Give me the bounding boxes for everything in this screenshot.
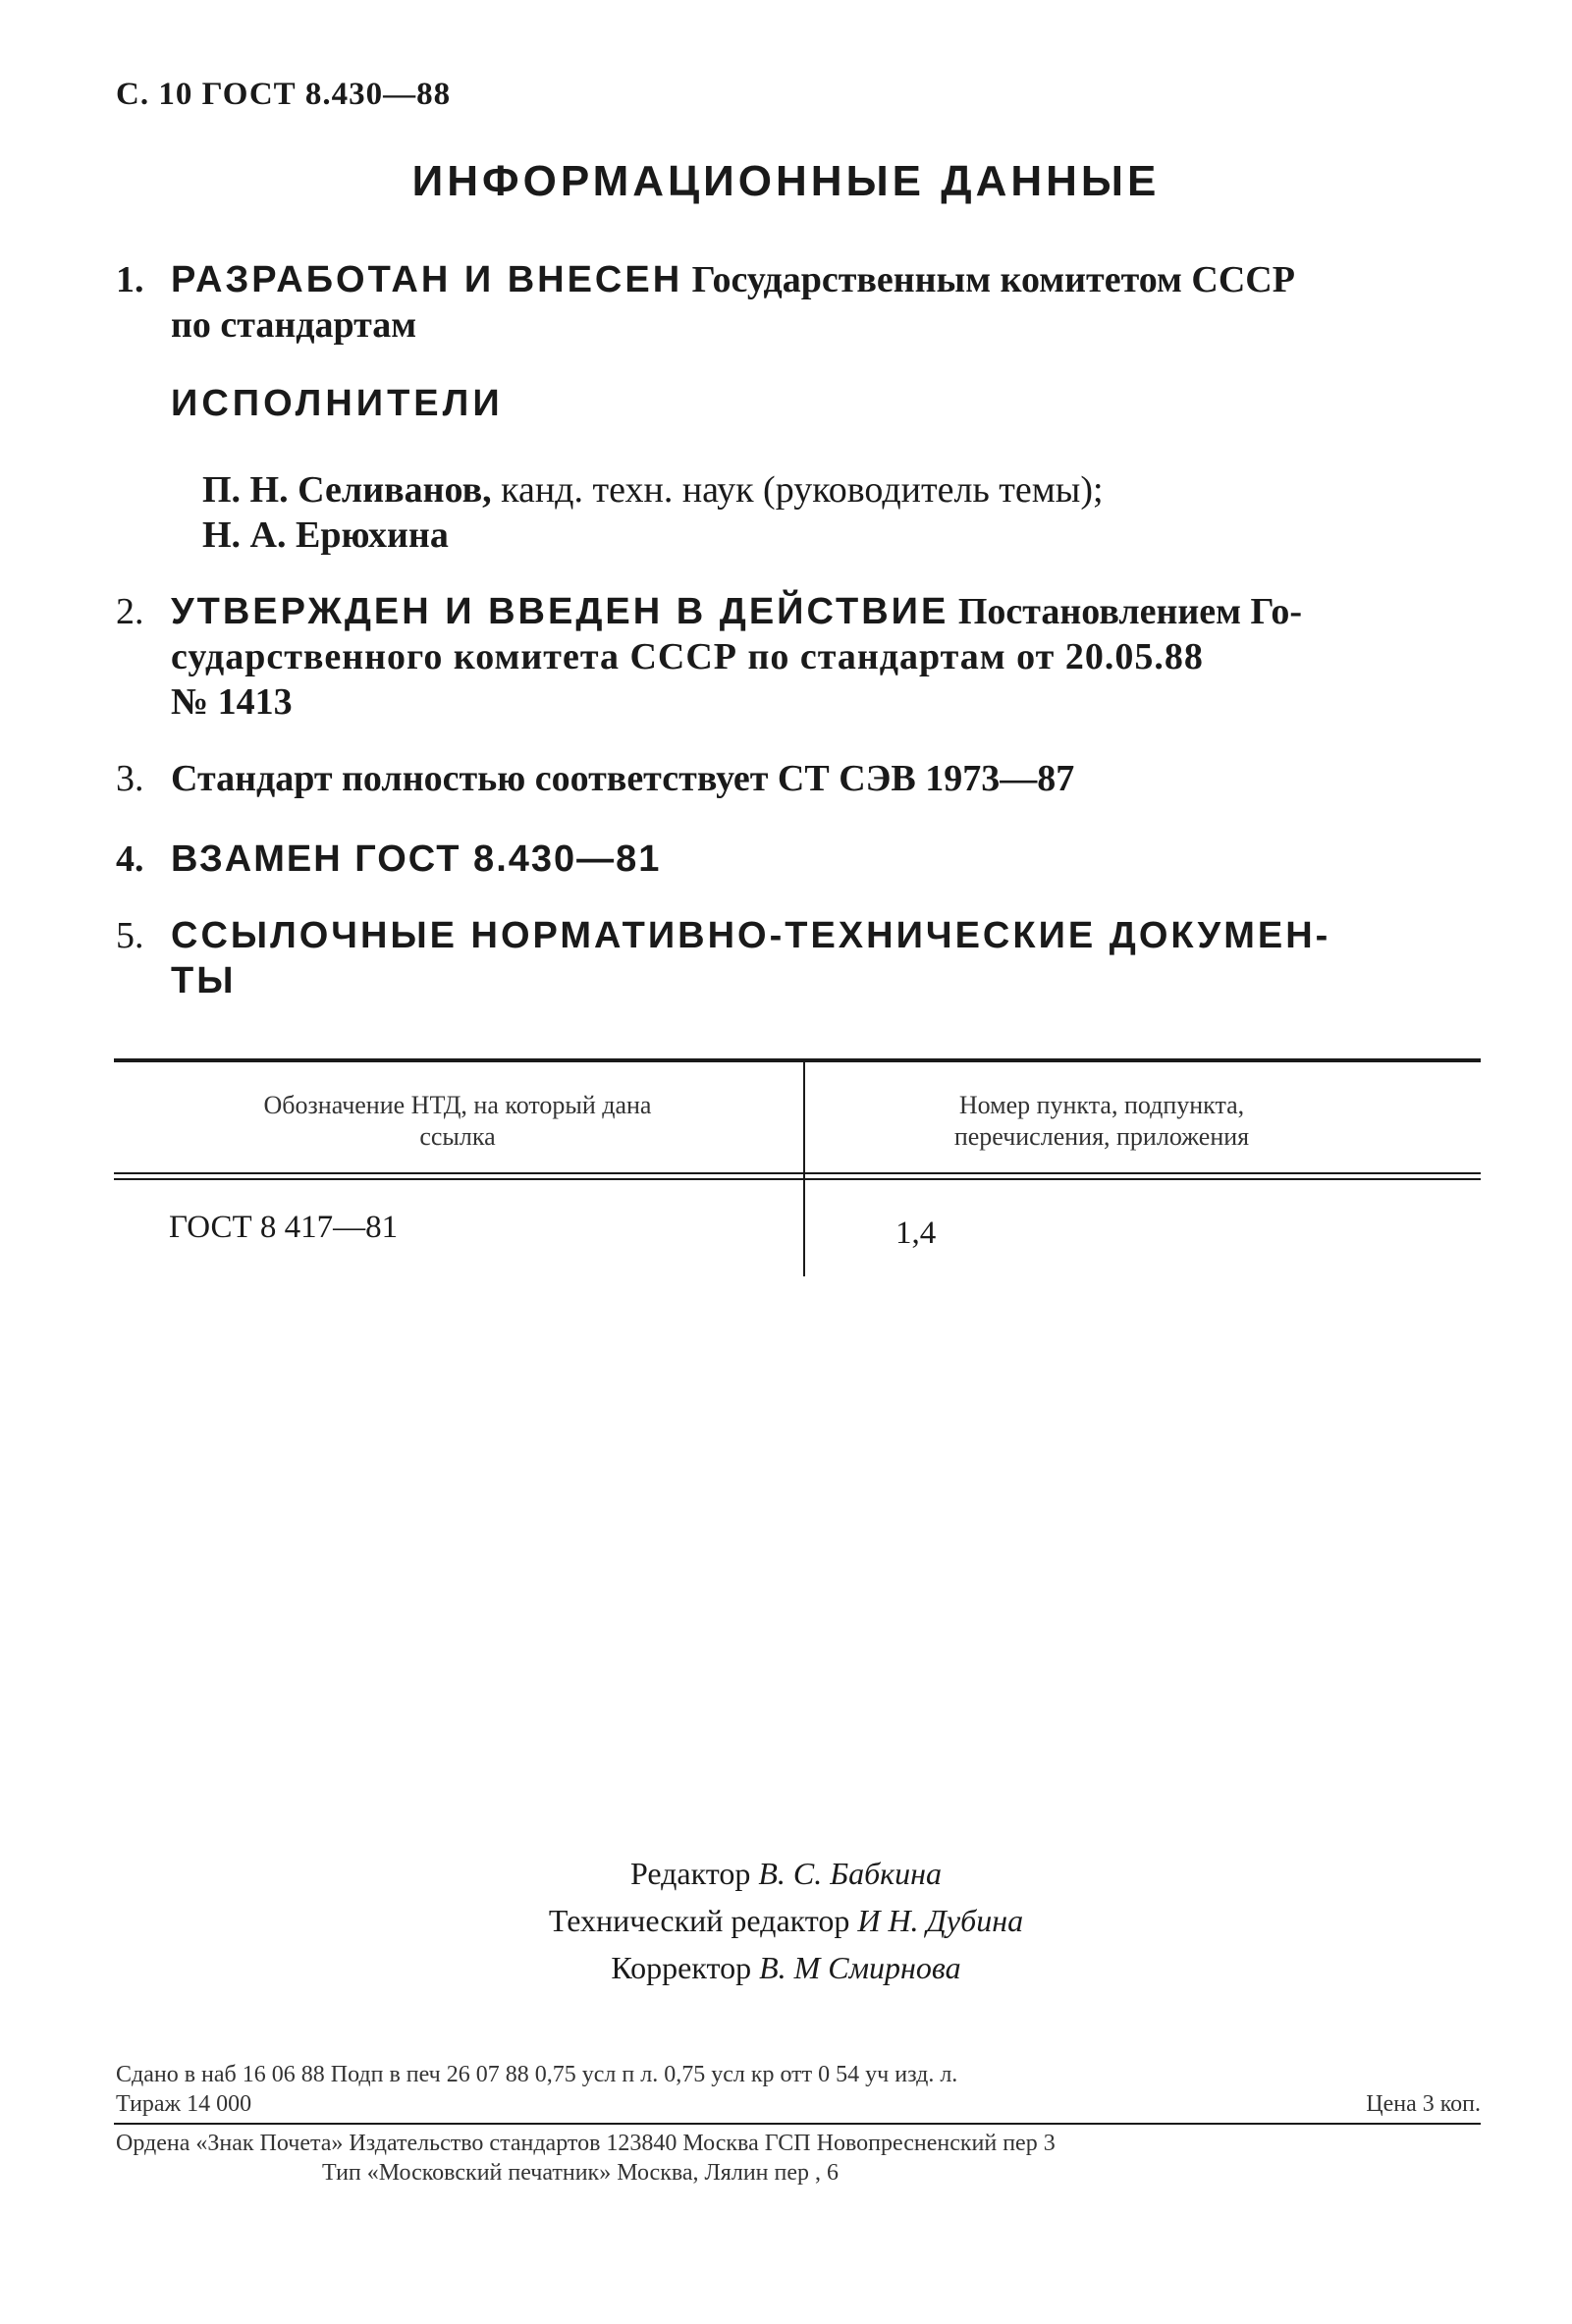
table-column-divider — [803, 1062, 805, 1276]
item-3-number: 3. — [116, 758, 144, 799]
item-2-text-cont: сударственного комитета СССР по стандартам от 20.05.88 — [171, 636, 1204, 677]
item-2-number: 2. — [116, 591, 144, 632]
imprint-rule — [114, 2123, 1481, 2125]
table-header-clause: Номер пункта, подпункта, перечисления, приложения — [953, 1091, 1250, 1151]
item-2-number-ref: № 1413 — [171, 681, 293, 723]
imprint-print-data — [116, 2060, 1481, 2119]
credit-tech-editor: Технический редактор И Н. Дубина — [548, 1903, 1024, 1938]
executor-1-name: П. Н. Селиванов, — [202, 469, 492, 511]
item-5-number: 5. — [116, 915, 144, 956]
table-cell-clause: 1,4 — [895, 1216, 937, 1251]
item-5-text: ССЫЛОЧНЫЕ НОРМАТИВНО-ТЕХНИЧЕСКИЕ ДОКУМЕН- — [171, 915, 1331, 956]
credits — [0, 1850, 1572, 1991]
item-1-lead: РАЗРАБОТАН И ВНЕСЕН — [171, 259, 683, 300]
item-1-text-cont: по стандартам — [171, 304, 417, 346]
imprint-line-3: Ордена «Знак Почета» Издательство стандартов 123840 Москва ГСП Новопресненский пер 3 — [116, 2131, 1056, 2156]
item-1-number: 1. — [116, 259, 144, 300]
item-4-text: ВЗАМЕН ГОСТ 8.430—81 — [171, 838, 662, 880]
executor-1-role: канд. техн. наук (руководитель темы); — [501, 469, 1104, 511]
table-cell-ntd: ГОСТ 8 417—81 — [169, 1210, 399, 1245]
item-4-number: 4. — [116, 838, 144, 880]
item-3-text: Стандарт полностью соответствует СТ СЭВ 1973—87 — [171, 758, 1075, 799]
item-2-lead: УТВЕРЖДЕН И ВВЕДЕН В ДЕЙСТВИЕ — [171, 591, 949, 632]
item-1-text: Государственным комитетом СССР — [691, 259, 1295, 300]
imprint-line-1: Сдано в наб 16 06 88 Подп в печ 26 07 88 0,75 усл п л. 0,75 усл кр отт 0 54 уч изд. л. — [116, 2062, 958, 2087]
imprint-line-4: Тип «Московский печатник» Москва, Лялин пер , 6 — [322, 2160, 840, 2186]
item-1 — [116, 257, 1481, 348]
credit-corrector: Корректор В. М Смирнова — [611, 1950, 961, 1985]
imprint-line-2: Тираж 14 000 Цена 3 коп. — [116, 2091, 1481, 2117]
item-5-text-cont: ТЫ — [171, 960, 237, 1001]
credit-editor: Редактор В. С. Бабкина — [629, 1856, 943, 1891]
imprint-publisher — [116, 2129, 1481, 2188]
executor-2-name: Н. А. Ерюхина — [202, 514, 449, 556]
item-2 — [116, 589, 1481, 725]
page-header: С. 10 ГОСТ 8.430—88 — [116, 77, 452, 112]
item-5 — [116, 913, 1481, 1003]
table-header-designation: Обозначение НТД, на который дана ссылка — [263, 1091, 652, 1151]
item-3 — [116, 756, 1481, 801]
table-top-rule — [114, 1058, 1481, 1062]
item-4 — [116, 837, 1481, 882]
executor-1 — [202, 467, 1104, 513]
table-header-rule-2 — [114, 1178, 1481, 1180]
table-header-rule — [114, 1172, 1481, 1174]
item-2-text: Постановлением Го- — [957, 591, 1303, 632]
executors-heading: ИСПОЛНИТЕЛИ — [171, 383, 504, 424]
page-title: ИНФОРМАЦИОННЫЕ ДАННЫЕ — [411, 157, 1161, 205]
